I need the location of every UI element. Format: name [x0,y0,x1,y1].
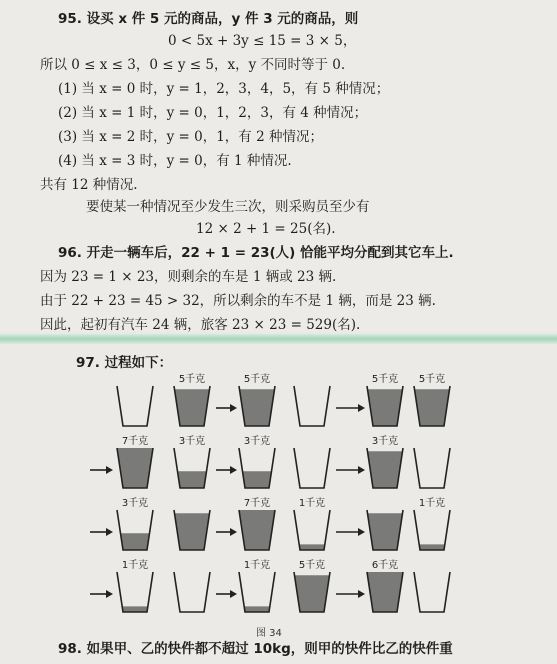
cup-water [120,533,149,550]
cup-outline [117,572,153,612]
cup-label: 1千克 [243,560,271,571]
cup-label: 5千克 [298,560,326,571]
step-arrow-head [358,590,365,598]
step-arrow-head [230,466,237,474]
cup-label: 3千克 [121,498,149,509]
problem-96-line-2: 因为 23 = 1 × 23，则剩余的车是 1 辆或 23 辆. [40,269,337,285]
cup-outline [414,572,450,612]
case-4: (4) 当 x = 3 时，y = 0，有 1 种情况. [58,153,292,169]
cup-label: 6千克 [371,560,399,571]
cup-water [419,544,445,550]
row-lead-arrow-head [106,466,113,474]
case-2: (2) 当 x = 1 时，y = 0，1，2，3，有 4 种情况； [58,105,368,121]
cup-outline [117,386,153,426]
step-arrow-head [230,404,237,412]
cup-label: 3千克 [243,436,271,447]
step-arrow-head [358,404,365,412]
row-lead-arrow-head [106,528,113,536]
cup-outline [294,510,330,550]
cup-label: 5千克 [418,374,446,385]
problem-97-heading: 97. 过程如下： [76,355,173,371]
cup-outline [414,448,450,488]
cup-water [177,471,206,488]
cup-water [299,544,325,550]
cup-water [122,606,148,612]
cup-label: 1千克 [418,498,446,509]
row-lead-arrow-head [106,590,113,598]
total-cases: 共有 12 种情况. [40,177,138,193]
cup-label: 7千克 [243,498,271,509]
cup-outline [294,448,330,488]
section-divider [0,334,557,344]
cup-label: 5千克 [178,374,206,385]
inequality-line: 0 < 5x + 3y ≤ 15 = 3 × 5， [168,33,357,49]
cup-label: 3千克 [371,436,399,447]
step-arrow-head [358,466,365,474]
problem-96-line-4: 因此，起初有汽车 24 辆，旅客 23 × 23 = 529(名). [40,317,361,333]
cup-label: 3千克 [178,436,206,447]
cup-label: 1千克 [298,498,326,509]
case-3: (3) 当 x = 2 时，y = 0，1，有 2 种情况； [58,129,323,145]
case-1: (1) 当 x = 0 时，y = 1，2，3，4，5，有 5 种情况； [58,81,390,97]
cup-outline [174,572,210,612]
cup-outline [294,386,330,426]
cup-outline [239,572,275,612]
step-arrow-head [230,590,237,598]
pouring-process-figure [0,344,557,644]
problem-95-heading: 95. 设买 x 件 5 元的商品，y 件 3 元的商品，则 [58,11,359,27]
step-arrow-head [358,528,365,536]
cup-label: 7千克 [121,436,149,447]
cup-label: 5千克 [243,374,271,385]
problem-96-heading: 96. 开走一辆车后，22 + 1 = 23(人) 恰能平均分配到其它车上. [58,245,454,261]
cup-outline [414,510,450,550]
conclusion-line: 要使某一种情况至少发生三次，则采购员至少有 [86,199,370,215]
step-arrow-head [230,528,237,536]
cup-label: 5千克 [371,374,399,385]
cup-water [244,606,270,612]
range-line: 所以 0 ≤ x ≤ 3，0 ≤ y ≤ 5，x，y 不同时等于 0. [40,57,346,73]
problem-96-line-3: 由于 22 + 23 = 45 > 32，所以剩余的车不是 1 辆，而是 23 辆. [40,293,436,309]
answer-line: 12 × 2 + 1 = 25(名). [196,221,336,237]
cup-label: 1千克 [121,560,149,571]
cup-water [242,471,271,488]
problem-98-heading: 98. 如果甲、乙的快件都不超过 10kg，则甲的快件比乙的快件重 [58,641,453,657]
figure-caption: 图 34 [256,628,282,639]
